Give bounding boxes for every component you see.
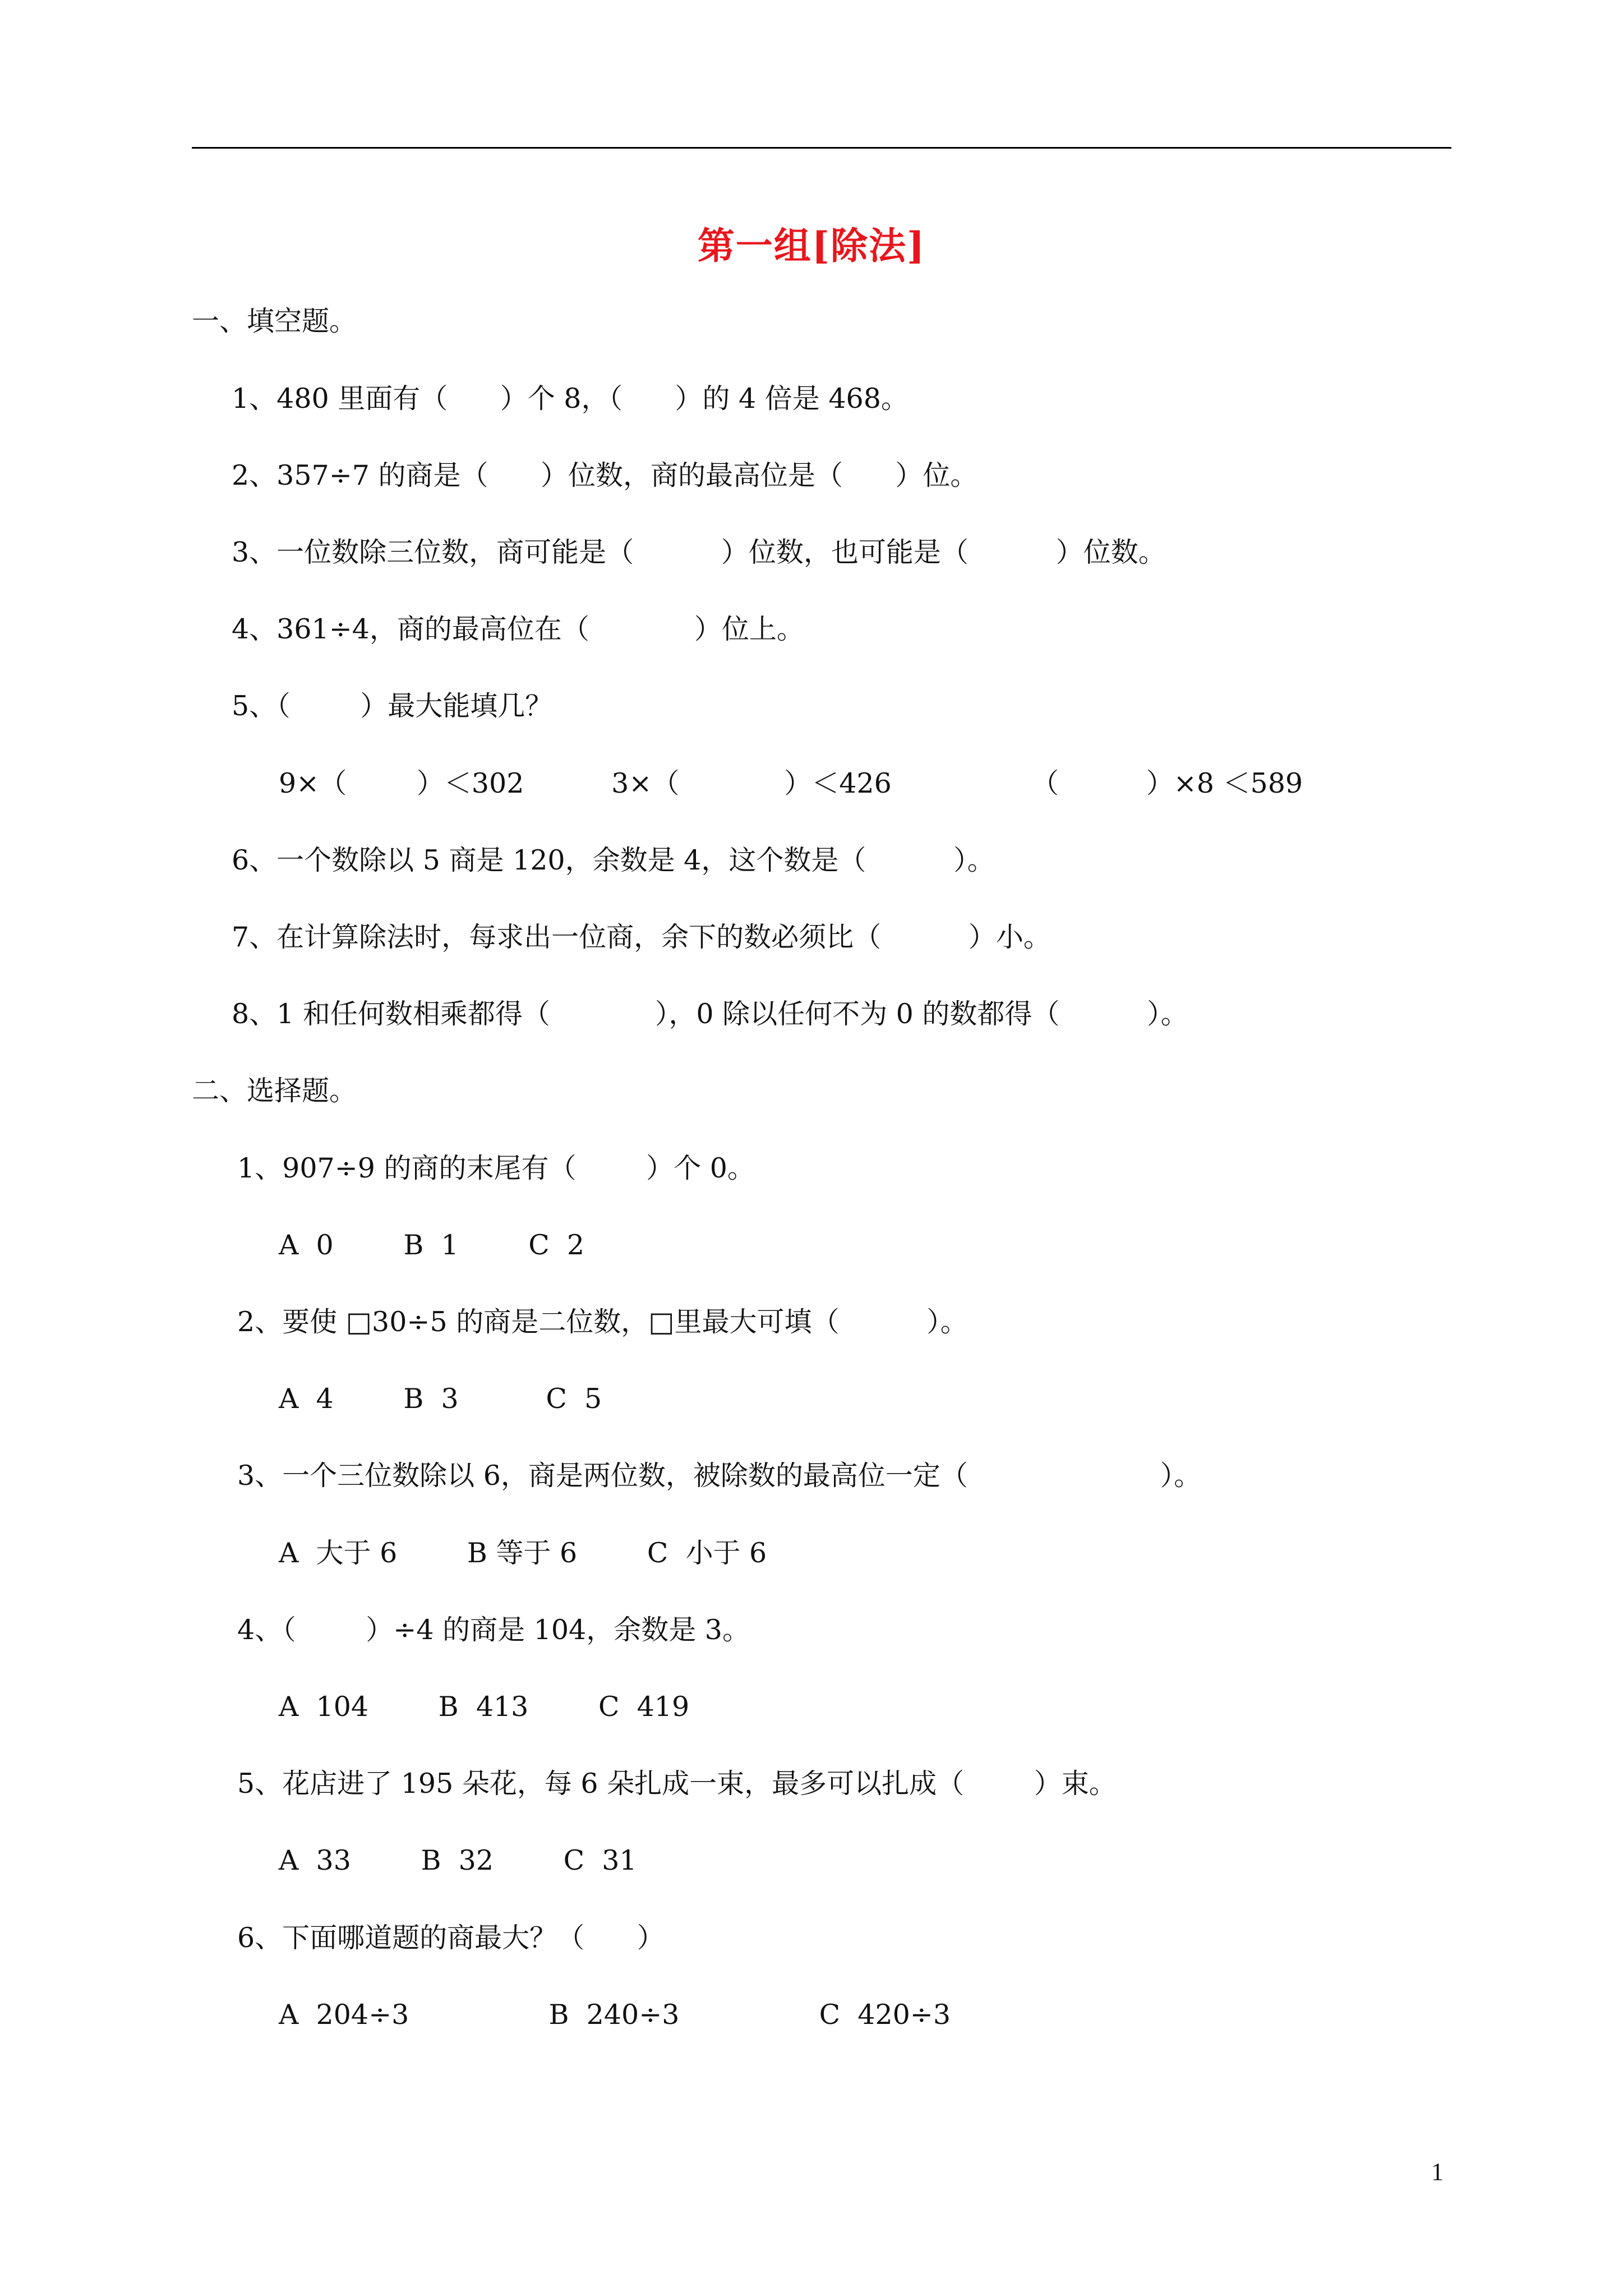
fill-item-4: 4、361÷4，商的最高位在（ ）位上。	[232, 613, 804, 645]
section-1-heading: 一、填空题。	[192, 305, 357, 337]
section-2-heading: 二、选择题。	[192, 1075, 357, 1107]
choice-options-3: A 大于 6 B 等于 6 C 小于 6	[279, 1537, 767, 1569]
page-number: 1	[1431, 2158, 1444, 2185]
fill-item-7: 7、在计算除法时，每求出一位商，余下的数必须比（ ）小。	[232, 921, 1051, 953]
choice-options-4: A 104 B 413 C 419	[279, 1691, 690, 1723]
fill-item-6: 6、一个数除以 5 商是 120，余数是 4，这个数是（ ）。	[232, 844, 995, 876]
choice-question-4: 4、（ ）÷4 的商是 104，余数是 3。	[237, 1614, 750, 1646]
choice-question-3: 3、一个三位数除以 6，商是两位数，被除数的最高位一定（ ）。	[237, 1460, 1202, 1492]
choice-question-2: 2、要使 □30÷5 的商是二位数，□里最大可填（ ）。	[237, 1306, 968, 1338]
header-rule	[192, 147, 1451, 149]
page-title: 第一组[除法]	[697, 224, 926, 268]
fill-item-8: 8、1 和任何数相乘都得（ ），0 除以任何不为 0 的数都得（ ）。	[232, 998, 1188, 1030]
fill-item-5: 5、（ ）最大能填几？	[232, 690, 553, 722]
choice-options-6: A 204÷3 B 240÷3 C 420÷3	[279, 1999, 951, 2031]
fill-item-5-subitems: 9×（ ）＜302 3×（ ）＜426 （ ）×8 ＜589	[279, 767, 1303, 799]
fill-item-1: 1、480 里面有（ ）个 8，（ ）的 4 倍是 468。	[232, 383, 909, 415]
choice-options-1: A 0 B 1 C 2	[279, 1229, 585, 1261]
choice-question-5: 5、花店进了 195 朵花，每 6 朵扎成一束，最多可以扎成（ ）束。	[237, 1768, 1117, 1800]
choice-question-6: 6、下面哪道题的商最大？（ ）	[237, 1922, 665, 1954]
fill-item-2: 2、357÷7 的商是（ ）位数，商的最高位是（ ）位。	[232, 459, 978, 491]
choice-options-2: A 4 B 3 C 5	[279, 1383, 602, 1415]
fill-item-3: 3、一位数除三位数，商可能是（ ）位数，也可能是（ ）位数。	[232, 536, 1166, 568]
choice-question-1: 1、907÷9 的商的末尾有（ ）个 0。	[237, 1152, 755, 1184]
choice-options-5: A 33 B 32 C 31	[279, 1844, 637, 1876]
